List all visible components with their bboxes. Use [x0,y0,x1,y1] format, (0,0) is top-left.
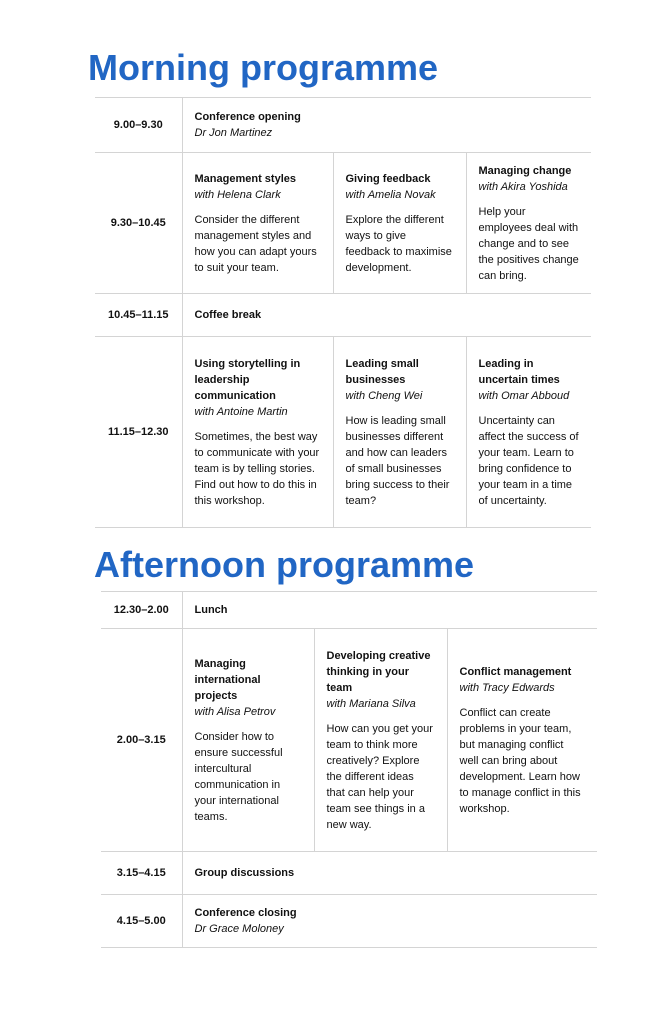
session-cell [447,629,597,852]
session-title: Management styles [194,172,296,185]
schedule-row [95,98,591,153]
time-slot: 4.15–5.00 [101,895,182,948]
session-title: Coffee break [194,309,262,321]
session-speaker: with Antoine Martin [194,405,288,418]
morning-schedule-table [95,97,591,528]
time-slot: 9.00–9.30 [95,98,182,153]
time-slot: 12.30–2.00 [101,592,182,629]
afternoon-programme-title: Afternoon programme [94,544,475,585]
session-description: Consider the different management styles and how you can adapt yours to suit your team. [194,213,317,274]
time-slot: 3.15–4.15 [101,852,182,895]
session-title: Using storytelling in leadership communication [194,357,301,402]
session-description: Explore the different ways to give feedback to maximise development. [345,213,452,274]
session-title: Conference opening [194,111,301,123]
time-slot: 2.00–3.15 [101,629,182,852]
session-speaker: with Mariana Silva [326,697,416,710]
session-cell [182,294,591,337]
session-cell [182,337,333,528]
session-cell [466,337,591,528]
session-cell [182,153,333,294]
session-description: Help your employees deal with change and to see the positives change can bring. [478,205,579,282]
session-description: How can you get your team to think more creatively? Explore the different ideas that can help your team see things in a new way. [326,722,433,831]
schedule-row [101,592,597,629]
session-description: Conflict can create problems in your team, but managing conflict well can bring about development. Learn how to manage conflict in this workshop. [459,706,581,815]
session-cell [182,592,597,629]
session-speaker: with Alisa Petrov [194,705,276,718]
session-title: Giving feedback [345,172,431,185]
morning-programme-title: Morning programme [88,47,439,88]
session-speaker: with Akira Yoshida [478,180,568,193]
time-slot: 9.30–10.45 [95,153,182,294]
session-title: Conference closing [194,907,297,919]
session-title: Leading in uncertain times [478,357,560,386]
session-title: Managing change [478,164,572,177]
session-description: Uncertainty can affect the success of your team. Learn to bring confidence to your team in a time of uncertainty. [478,414,579,507]
session-speaker: with Omar Abboud [478,389,570,402]
session-description: How is leading small businesses different and how can leaders of small businesses bring success to their team? [345,414,450,507]
session-title: Conflict management [459,665,572,678]
session-cell [314,629,447,852]
session-cell [333,153,466,294]
schedule-row [95,294,591,337]
session-cell [466,153,591,294]
schedule-row [101,629,597,852]
afternoon-schedule-table [101,591,597,948]
session-cell [182,629,314,852]
session-description: Sometimes, the best way to communicate with your team is by telling stories. Find out how to do this in this workshop. [194,430,320,507]
session-cell [182,895,597,948]
session-cell [182,98,591,153]
session-title: Leading small businesses [345,357,419,386]
session-title: Group discussions [194,867,295,879]
session-cell [182,852,597,895]
schedule-row [95,153,591,294]
session-title: Lunch [194,604,228,616]
session-title: Developing creative thinking in your team [326,649,431,694]
session-speaker: with Tracy Edwards [459,681,555,694]
session-description: Consider how to ensure successful intercultural communication in your international teams. [194,730,283,823]
session-cell [333,337,466,528]
time-slot: 10.45–11.15 [95,294,182,337]
schedule-row [101,895,597,948]
time-slot: 11.15–12.30 [95,337,182,528]
session-speaker: with Helena Clark [194,188,281,201]
session-title: Managing international projects [194,657,261,702]
session-speaker: Dr Jon Martinez [194,127,273,139]
session-speaker: with Amelia Novak [345,188,436,201]
schedule-row [101,852,597,895]
session-speaker: Dr Grace Moloney [194,923,284,935]
schedule-row [95,337,591,528]
session-speaker: with Cheng Wei [345,389,423,402]
